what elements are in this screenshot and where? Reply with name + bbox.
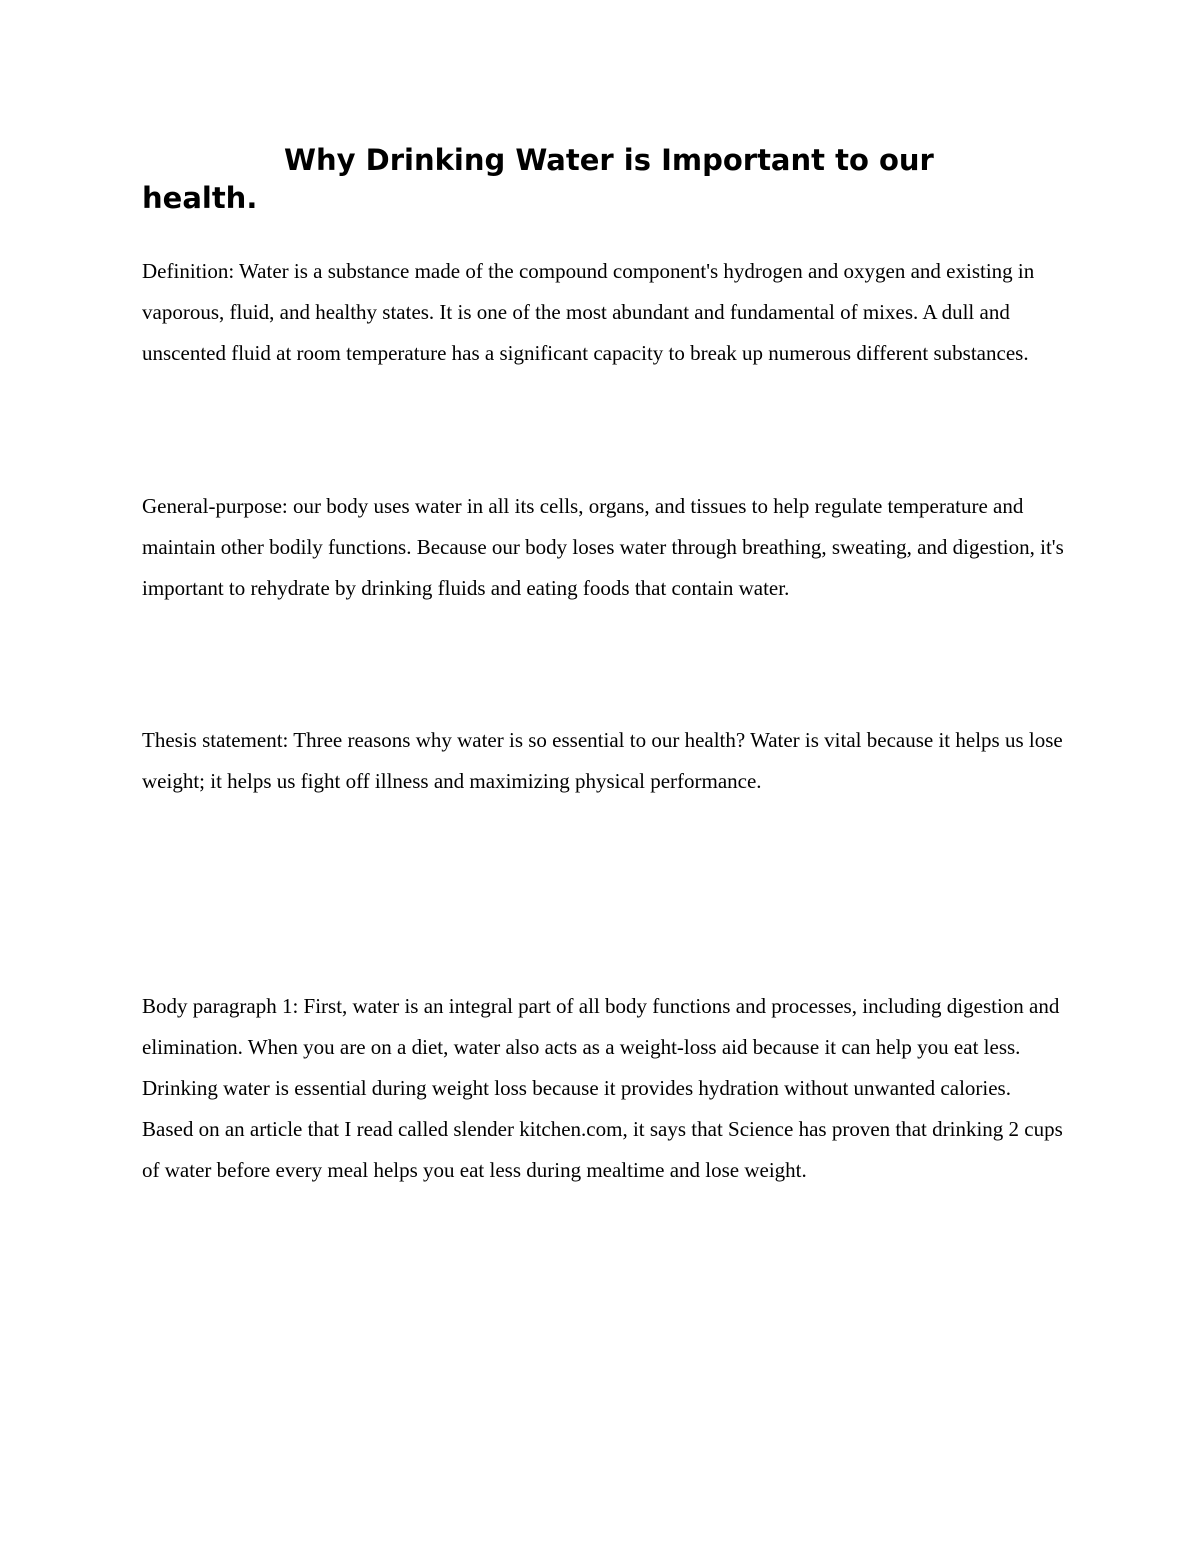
definition-paragraph: Definition: Water is a substance made of the compound component's hydrogen and oxygen and existing in vaporous, fluid, and healthy states. It is one of the most abundant and fundamental of mixes. A dull and unscented fluid at room temperature has a significant capacity to break up numerous different substances. [142, 259, 1035, 365]
document-title: Why Drinking Water is Important to our health. [142, 143, 934, 215]
thesis-statement-paragraph: Thesis statement: Three reasons why water is so essential to our health? Water is vital because it helps us lose weight; it helps us fight off illness and maximizing physical performance. [142, 728, 1063, 793]
general-purpose-paragraph: General-purpose: our body uses water in all its cells, organs, and tissues to help regulate temperature and maintain other bodily functions. Because our body loses water through breathing, sweating, and digestion, it's important to rehydrate by drinking fluids and eating foods that contain water. [142, 494, 1064, 600]
body-paragraph-1: Body paragraph 1: First, water is an integral part of all body functions and processes, including digestion and elimination. When you are on a diet, water also acts as a weight-loss aid because it can help you eat less. Drinking water is essential during weight loss because it provides hydration without unwanted calories. Based on an article that I read called slender kitchen.com, it says that Science has proven that drinking 2 cups of water before every meal helps you eat less during mealtime and lose weight. [142, 994, 1063, 1182]
